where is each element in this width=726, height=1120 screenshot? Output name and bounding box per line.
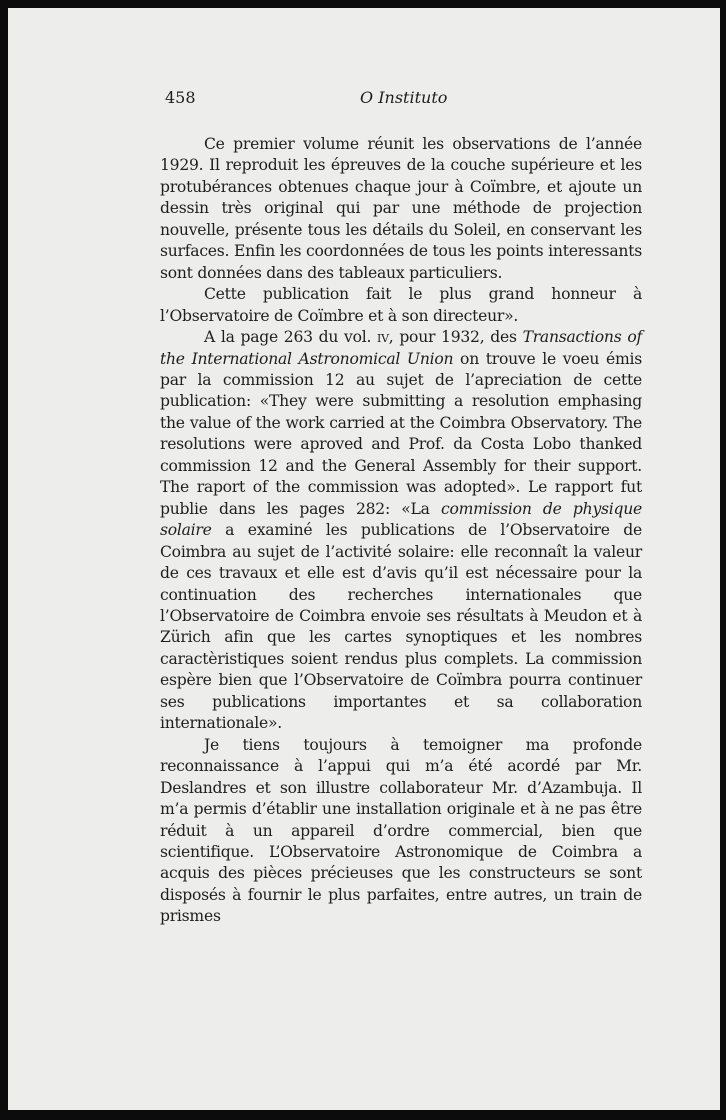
paragraph-3-text-4: a examiné les publications de l’Observatoire de Coimbra au sujet de l’activité solaire: elle reconnaît la valeur de ces travaux et elle est d’avis qu’il est nécessaire pour la continuation des recherches internationales que l’Observatoire de Coimbra envoie ses résultats à Meudon et à Zürich afin que les cartes synoptiques et les nombres caractèristiques soient rendus plus complets. La commission espère bien que l’Observatoire de Coïmbra pourra continuer ses publications importantes et sa collaboration internationale». [160,521,642,733]
paragraph-2: Cette publication fait le plus grand honneur à l’Observatoire de Coïmbre et à son directeur». [160,285,642,325]
page-number: 458 [165,88,196,107]
paragraph-3 [160,327,642,735]
scanned-page [8,8,720,1110]
running-title: O Instituto [360,88,448,107]
body-text [160,134,642,928]
paragraph-3-text-3: on trouve le voeu émis par la commission 12 au sujet de l’apreciation de cette publication: «They were submitting a resolution emphasing the value of the work carried at the Coimbra Observatory. The resolutions were aproved and Prof. da Costa Lobo thanked commission 12 and the General Assembly for their support. The raport of the commission was adopted». Le rapport fut publie dans les pages 282: «La [160,349,642,518]
paragraph-3-text-2: , pour 1932, des [388,328,523,347]
paragraph-1: Ce premier volume réunit les observations de l’année 1929. Il reproduit les épreuves de la couche supérieure et les protubérances obtenues chaque jour à Coïmbre, et ajoute un dessin très original qui par une méthode de projection nouvelle, présente tous les détails du Soleil, en conservant les surfaces. Enfin les coordonnées de tous les points interessants sont données dans des tableaux particuliers. [160,135,642,282]
page-header [165,88,647,116]
commission-name: commission de physique solaire [160,499,642,540]
journal-title: Transactions of the International Astronomical Union [160,328,642,368]
volume-number: iv [376,328,389,347]
paragraph-3-text-1: A la page 263 du vol. [204,328,377,347]
paragraph-4: Je tiens toujours à temoigner ma profonde reconnaissance à l’appui qui m’a été acordé par Mr. Deslandres et son illustre collaborateur Mr. d’Azambuja. Il m’a permis d’établir une installation originale et à ne pas être réduit à un appareil d’ordre commercial, bien que scientifique. L’Observatoire Astronomique de Coimbra a acquis des pièces précieuses que les constructeurs se sont disposés à fournir le plus parfaites, entre autres, un train de prismes [160,735,642,926]
